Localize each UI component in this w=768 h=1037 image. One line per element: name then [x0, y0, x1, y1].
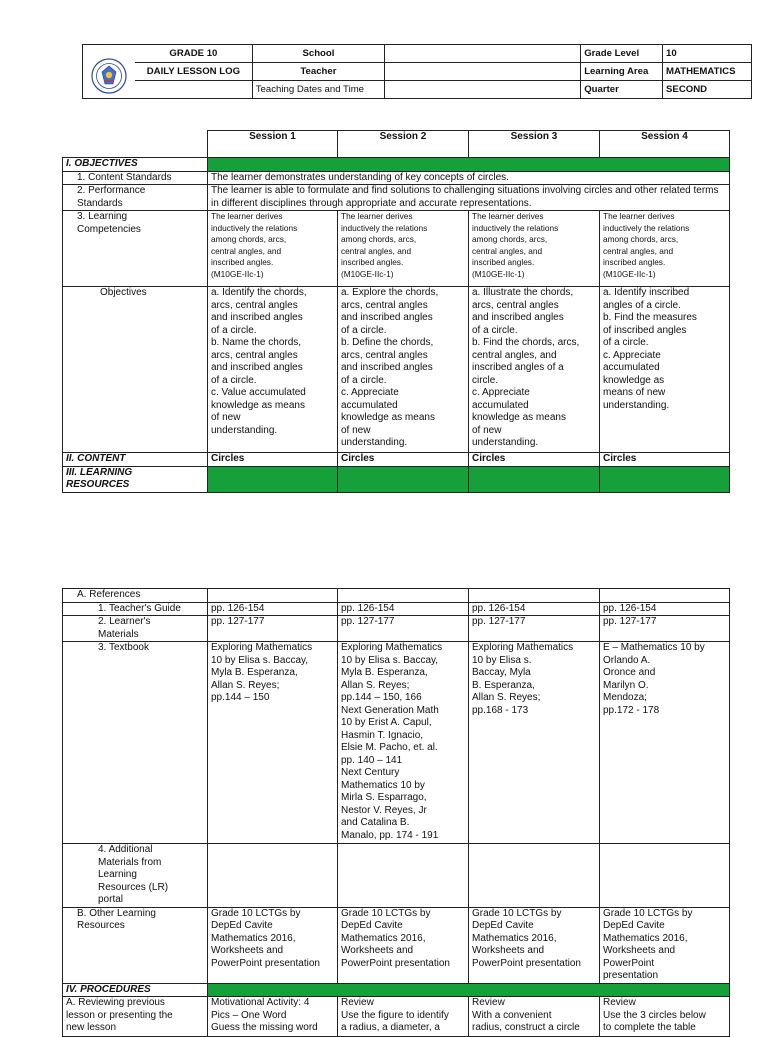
- review-session-4: Review Use the 3 circles below to complete the table: [600, 997, 730, 1037]
- objectives-label: Objectives: [63, 287, 208, 453]
- learners-session-3: pp. 127-177: [469, 616, 600, 642]
- empty-cell: [208, 844, 338, 908]
- learners-session-2: pp. 127-177: [338, 616, 469, 642]
- objectives-session-1: a. Identify the chords, arcs, central angles and inscribed angles of a circle. b. Name the chords, arcs, central angles and inscribed angles of a circle. c. Value accumulated knowledge as means of new understanding.: [208, 287, 338, 453]
- review-label: A. Reviewing previous lesson or presenting the new lesson: [63, 997, 208, 1037]
- school-label: School: [252, 45, 384, 63]
- competency-session-1: The learner derives inductively the relations among chords, arcs, central angles, and inscribed angles. (M10GE-IIc-1): [208, 211, 338, 287]
- green-band: [208, 983, 730, 997]
- other-session-2: Grade 10 LCTGs by DepEd Cavite Mathematics 2016, Worksheets and PowerPoint presentation: [338, 907, 469, 983]
- other-session-1: Grade 10 LCTGs by DepEd Cavite Mathematics 2016, Worksheets and PowerPoint presentation: [208, 907, 338, 983]
- teachers-guide-session-3: pp. 126-154: [469, 602, 600, 616]
- school-field[interactable]: [385, 45, 581, 63]
- session-3-header: Session 3: [469, 131, 600, 158]
- dates-label: Teaching Dates and Time: [252, 81, 384, 99]
- objectives-session-4: a. Identify inscribed angles of a circle. b. Find the measures of inscribed angles of a circle. c. Appreciate accumulated knowledge as means of new understanding.: [600, 287, 730, 453]
- session-4-header: Session 4: [600, 131, 730, 158]
- teachers-guide-session-4: pp. 126-154: [600, 602, 730, 616]
- green-cell: [469, 466, 600, 492]
- resources-table: [62, 588, 730, 1037]
- empty-cell: [469, 844, 600, 908]
- learners-materials-label: 2. Learner's Materials: [63, 616, 208, 642]
- performance-standards-text: The learner is able to formulate and find solutions to challenging situations involving circles and other related terms in different disciplines through appropriate and accurate representations.: [208, 185, 730, 211]
- empty-cell: [338, 844, 469, 908]
- teachers-guide-session-1: pp. 126-154: [208, 602, 338, 616]
- session-1-header: Session 1: [208, 131, 338, 158]
- green-cell: [600, 466, 730, 492]
- deped-seal: [83, 45, 136, 99]
- objectives-table: [62, 130, 730, 493]
- grade-level-value: 10: [663, 45, 752, 63]
- empty-cell: [208, 589, 338, 603]
- empty-cell: [469, 589, 600, 603]
- objectives-heading: I. OBJECTIVES: [63, 158, 208, 172]
- performance-standards-label: 2. Performance Standards: [63, 185, 208, 211]
- additional-materials-label: 4. Additional Materials from Learning Resources (LR) portal: [63, 844, 208, 908]
- content-session-1: Circles: [208, 453, 338, 467]
- learners-session-1: pp. 127-177: [208, 616, 338, 642]
- textbook-session-3: Exploring Mathematics 10 by Elisa s. Baccay, Myla B. Esperanza, Allan S. Reyes; pp.168 - 173: [469, 642, 600, 844]
- green-cell: [208, 466, 338, 492]
- session-2-header: Session 2: [338, 131, 469, 158]
- green-cell: [338, 466, 469, 492]
- other-resources-label: B. Other Learning Resources: [63, 907, 208, 983]
- objectives-session-2: a. Explore the chords, arcs, central angles and inscribed angles of a circle. b. Define the chords, arcs, central angles and inscribed angles of a circle. c. Appreciate accumulated knowledge as means of new understanding.: [338, 287, 469, 453]
- competencies-label: 3. Learning Competencies: [63, 211, 208, 287]
- content-session-2: Circles: [338, 453, 469, 467]
- procedures-heading: IV. PROCEDURES: [63, 983, 208, 997]
- textbook-label: 3. Textbook: [63, 642, 208, 844]
- references-label: A. References: [63, 589, 208, 603]
- review-session-3: Review With a convenient radius, construct a circle: [469, 997, 600, 1037]
- log-title: DAILY LESSON LOG: [135, 63, 252, 81]
- competency-session-2: The learner derives inductively the relations among chords, arcs, central angles, and inscribed angles. (M10GE-IIc-1): [338, 211, 469, 287]
- resources-heading: III. LEARNING RESOURCES: [63, 466, 208, 492]
- review-session-1: Motivational Activity: 4 Pics – One Word Guess the missing word: [208, 997, 338, 1037]
- competency-session-3: The learner derives inductively the relations among chords, arcs, central angles, and inscribed angles. (M10GE-IIc-1): [469, 211, 600, 287]
- content-heading: II. CONTENT: [63, 453, 208, 467]
- other-session-4: Grade 10 LCTGs by DepEd Cavite Mathematics 2016, Worksheets and PowerPoint presentation: [600, 907, 730, 983]
- grade-level-label: Grade Level: [581, 45, 663, 63]
- blank-cell: [135, 81, 252, 99]
- quarter-value: SECOND: [663, 81, 752, 99]
- content-session-3: Circles: [469, 453, 600, 467]
- teachers-guide-session-2: pp. 126-154: [338, 602, 469, 616]
- textbook-session-4: E – Mathematics 10 by Orlando A. Oronce and Marilyn O. Mendoza; pp.172 - 178: [600, 642, 730, 844]
- teachers-guide-label: 1. Teacher's Guide: [63, 602, 208, 616]
- textbook-session-2: Exploring Mathematics 10 by Elisa s. Baccay, Myla B. Esperanza, Allan S. Reyes; pp.144 – 150, 166 Next Generation Math 10 by Erist A. Capul, Hasmin T. Ignacio, Elsie M. Pacho, et. al. pp. 140 – 141 Next Century Mathematics 10 by Mirla S. Esparrago, Nestor V. Reyes, Jr and Catalina B. Manalo, pp. 174 - 191: [338, 642, 469, 844]
- learning-area-label: Learning Area: [581, 63, 663, 81]
- other-session-3: Grade 10 LCTGs by DepEd Cavite Mathematics 2016, Worksheets and PowerPoint presentation: [469, 907, 600, 983]
- empty-cell: [338, 589, 469, 603]
- empty-cell: [600, 844, 730, 908]
- blank-corner: [63, 131, 208, 158]
- textbook-session-1: Exploring Mathematics 10 by Elisa s. Baccay, Myla B. Esperanza, Allan S. Reyes; pp.144 – 150: [208, 642, 338, 844]
- objectives-session-3: a. Illustrate the chords, arcs, central angles and inscribed angles of a circle. b. Find the chords, arcs, central angles, and inscribed angles of a circle. c. Appreciate accumulated knowledge as means of new understanding.: [469, 287, 600, 453]
- header-table: [82, 44, 752, 99]
- teacher-label: Teacher: [252, 63, 384, 81]
- learners-session-4: pp. 127-177: [600, 616, 730, 642]
- empty-cell: [600, 589, 730, 603]
- learning-area-value: MATHEMATICS: [663, 63, 752, 81]
- competency-session-4: The learner derives inductively the relations among chords, arcs, central angles, and inscribed angles. (M10GE-IIc-1): [600, 211, 730, 287]
- review-session-2: Review Use the figure to identify a radius, a diameter, a: [338, 997, 469, 1037]
- deped-seal-icon: [91, 58, 127, 94]
- teacher-field[interactable]: [385, 63, 581, 81]
- quarter-label: Quarter: [581, 81, 663, 99]
- green-band: [208, 158, 730, 172]
- content-standards-text: The learner demonstrates understanding of key concepts of circles.: [208, 171, 730, 185]
- content-standards-label: 1. Content Standards: [63, 171, 208, 185]
- content-session-4: Circles: [600, 453, 730, 467]
- dates-field[interactable]: [385, 81, 581, 99]
- grade-title: GRADE 10: [135, 45, 252, 63]
